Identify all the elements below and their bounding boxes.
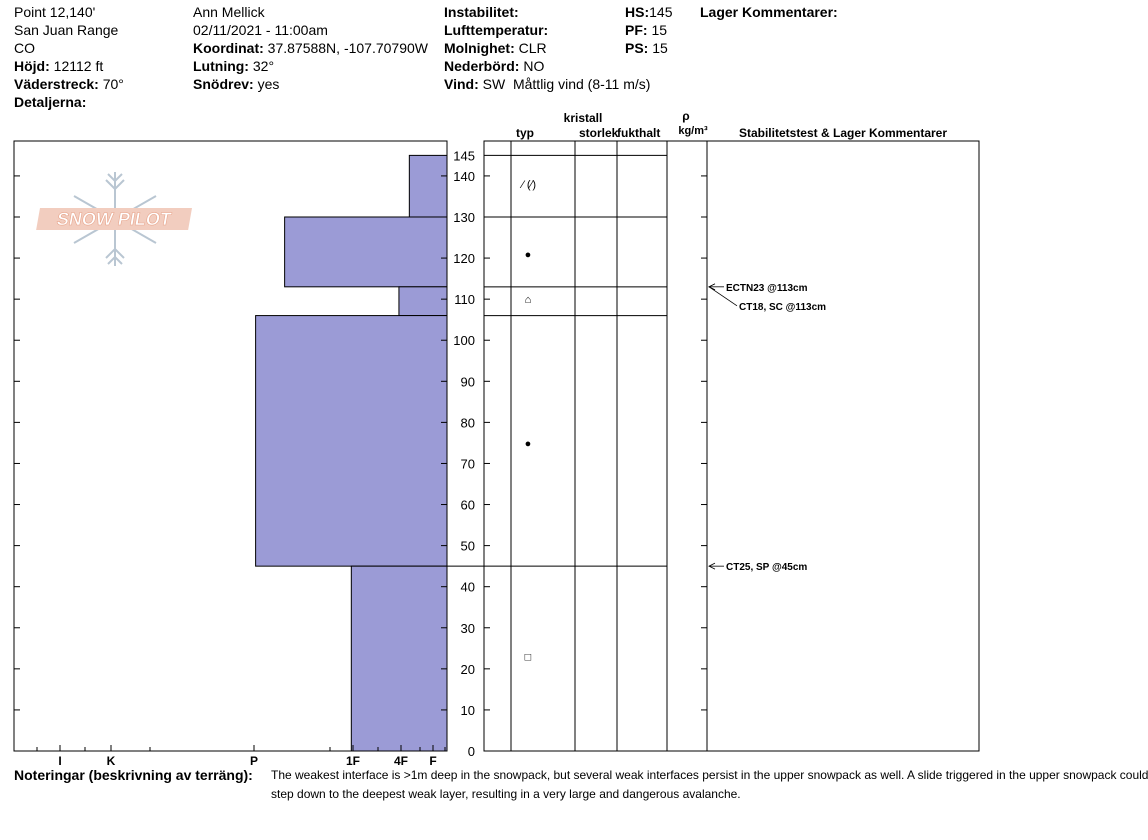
hardness-layer-1 [285, 217, 447, 287]
hardness-layers [256, 155, 447, 751]
wind-loading-value: yes [257, 76, 280, 92]
col-density-unit: kg/m³ [678, 125, 708, 137]
coord-label: Koordinat: [193, 40, 264, 56]
ps-value: 15 [652, 40, 668, 56]
depth-tick-label: 30 [460, 620, 475, 636]
col-type-header: typ [516, 126, 534, 140]
grain-symbol: ⌂ [524, 294, 532, 307]
aspect-label: Väderstreck: [14, 76, 99, 92]
depth-tick-label: 20 [460, 661, 475, 677]
stability-test-label: CT18, SC @113cm [739, 301, 827, 313]
sky-label: Molnighet: [444, 40, 515, 56]
hardness-layer-2 [399, 287, 447, 316]
pf-value: 15 [651, 22, 668, 38]
sky-value: CLR [518, 40, 547, 56]
snowpilot-logo [36, 172, 192, 266]
hardness-tick-label: P [249, 754, 259, 768]
elevation-label: Höjd: [14, 58, 50, 74]
wind-value: SW Måttlig vind (8-11 m/s) [482, 76, 651, 92]
col-moisture-header: fukthalt [617, 126, 661, 140]
layer-comments-heading: Lager Kommentarer: [700, 4, 838, 20]
depth-tick-label: 90 [460, 374, 475, 390]
depth-tick-label: 140 [453, 168, 475, 184]
pf-label: PF: [625, 22, 648, 38]
wind-loading-label: Snödrev: [193, 76, 254, 92]
stability-test-label: CT25, SP @45cm [726, 562, 808, 574]
slope-value: 32° [252, 58, 275, 74]
aspect-value: 70° [102, 76, 124, 92]
depth-tick-label: 130 [453, 209, 475, 225]
precip-value: NO [523, 58, 545, 74]
precip-label: Nederbörd: [444, 58, 520, 74]
notes-label: Noteringar (beskrivning av terräng): [14, 767, 253, 783]
hardness-tick-label: 1F [345, 754, 361, 768]
slope-label: Lutning: [193, 58, 249, 74]
col-rho-header: ρ [682, 109, 690, 123]
air-temp-label: Lufttemperatur: [444, 22, 549, 38]
notes-line-1: The weakest interface is >1m deep in the snowpack, but several weak interfaces persist in the upper snowpack as well. A slide triggered in the upper snowpack could [271, 768, 1148, 782]
observer-name: Ann Mellick [193, 4, 265, 20]
depth-tick-label: 80 [460, 415, 475, 431]
depth-tick-label: 60 [460, 497, 475, 513]
obs-datetime: 02/11/2021 - 11:00am [193, 22, 328, 38]
details-label: Detaljerna: [14, 94, 87, 110]
depth-tick-label: 40 [460, 579, 475, 595]
table-depth-ticks [484, 176, 707, 751]
depth-tick-label: 10 [460, 702, 475, 718]
hardness-tick-label: I [58, 754, 62, 768]
hardness-tick-label: K [106, 754, 116, 768]
grain-symbol: □ [524, 651, 532, 664]
hardness-layer-4 [351, 566, 447, 751]
grain-symbols [519, 179, 536, 663]
notes-line-2: step down to the deepest weak layer, resulting in a very large and dangerous avalanche. [271, 787, 741, 801]
depth-tick-label: 0 [467, 744, 475, 759]
hardness-tick-label: F [429, 754, 437, 768]
depth-tick-label: 100 [453, 333, 475, 349]
hs-label: HS: [625, 4, 650, 20]
hardness-layer-0 [409, 155, 447, 217]
wind-label: Vind: [444, 76, 479, 92]
elevation-value: 12112 ft [53, 58, 104, 74]
logo-text: SNOW PILOT [55, 209, 173, 229]
stability-test-label: ECTN23 @113cm [726, 282, 808, 294]
col-crystal-header: kristall [563, 111, 603, 125]
ps-label: PS: [625, 40, 649, 56]
layer-interfaces [447, 155, 667, 566]
hardness-tick-label: 4F [393, 754, 409, 768]
depth-tick-label: 145 [453, 148, 475, 164]
layer-table-frame [484, 141, 979, 751]
depth-tick-label: 70 [460, 456, 475, 472]
coord-value: 37.87588N, -107.70790W [267, 40, 428, 56]
grain-symbol: ● [524, 437, 532, 450]
instability-label: Instabilitet: [444, 4, 519, 20]
grain-symbol: ⁄ (⁄) [522, 179, 537, 192]
location-name: Point 12,140' [14, 4, 96, 20]
depth-tick-label: 110 [454, 292, 475, 308]
stability-tests [709, 283, 826, 573]
range-name: San Juan Range [14, 22, 119, 38]
state-name: CO [14, 40, 35, 56]
hs-value: 145 [649, 4, 673, 20]
col-stability-header: Stabilitetstest & Lager Kommentarer [738, 126, 948, 140]
depth-tick-label: 50 [460, 538, 475, 554]
hardness-layer-3 [256, 316, 447, 567]
col-size-header: storlek [579, 126, 619, 140]
grain-symbol: ● [524, 248, 532, 261]
depth-tick-label: 120 [453, 251, 475, 267]
